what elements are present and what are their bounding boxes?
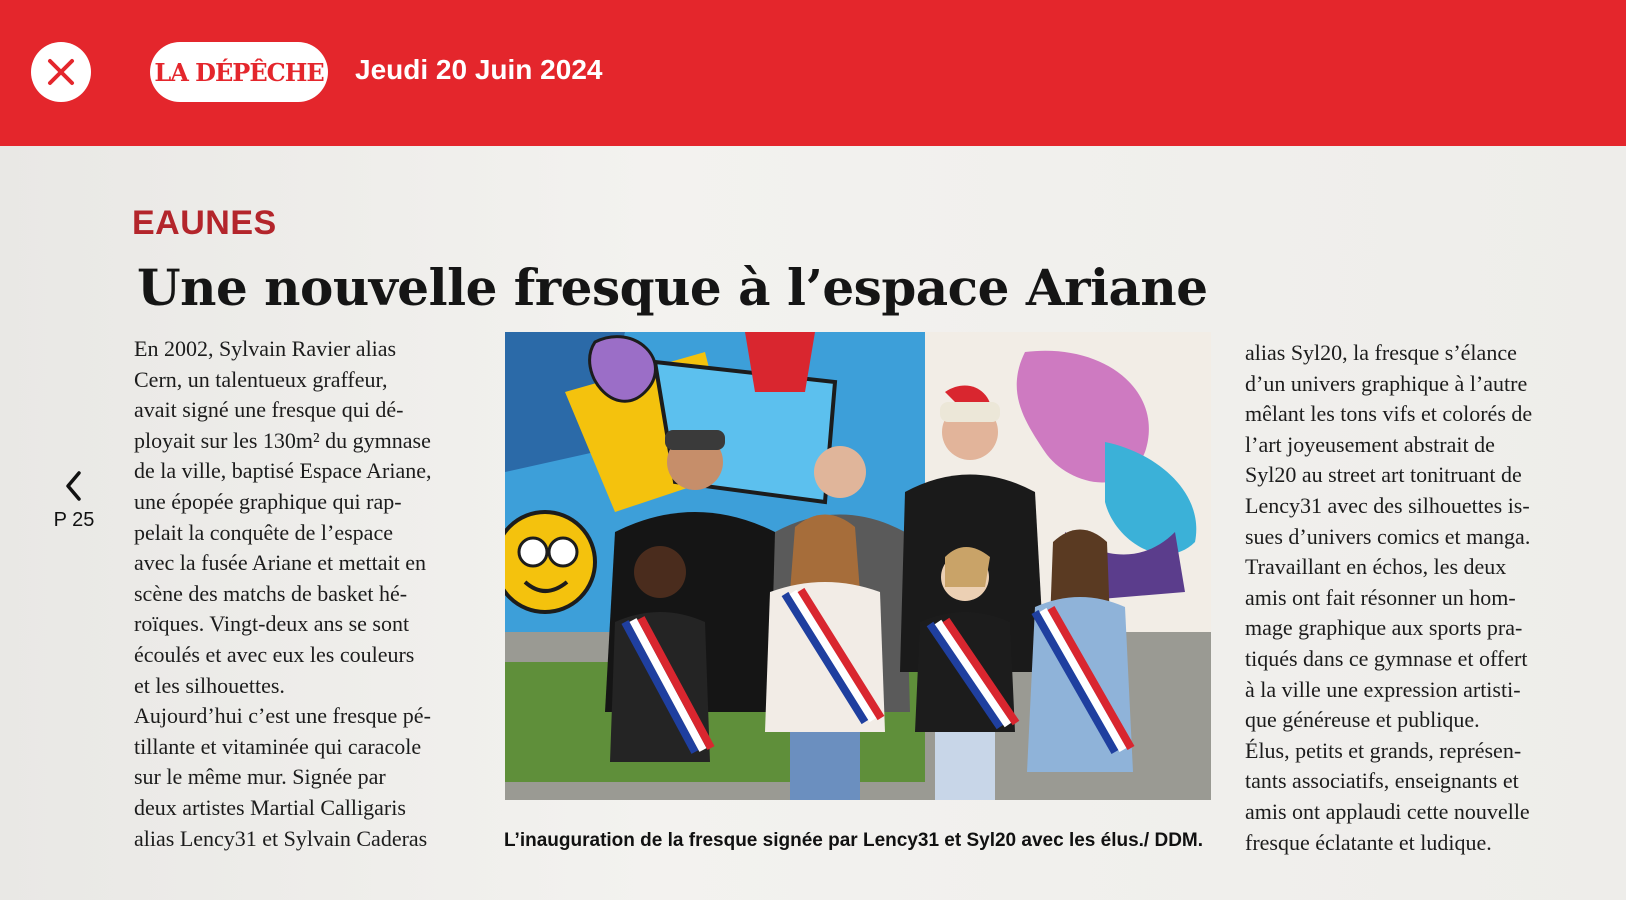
- text-line: d’un univers graphique à l’autre: [1245, 370, 1528, 396]
- text-line: une épopée graphique qui rap-: [134, 488, 402, 514]
- top-bar: [0, 0, 1626, 146]
- text-line: écoulés et avec eux les couleurs: [134, 641, 415, 667]
- text-line: sues d’univers comics et manga.: [1245, 523, 1531, 549]
- text-line: fresque éclatante et ludique.: [1245, 829, 1492, 855]
- text-line: deux artistes Martial Calligaris: [134, 794, 406, 820]
- text-line: à la ville une expression artisti-: [1245, 676, 1521, 702]
- text-line: et les silhouettes.: [134, 672, 285, 698]
- text-line: tiqués dans ce gymnase et offert: [1245, 645, 1528, 671]
- edition-date: Jeudi 20 Juin 2024: [355, 54, 603, 85]
- text-line: Lency31 avec des silhouettes is-: [1245, 492, 1530, 518]
- text-line: de la ville, baptisé Espace Ariane,: [134, 458, 432, 484]
- newspaper-logo: [150, 42, 328, 102]
- text-line: En 2002, Sylvain Ravier alias: [134, 336, 397, 361]
- text-line: roïques. Vingt-deux ans se sont: [134, 611, 410, 637]
- text-line: Élus, petits et grands, représen-: [1245, 737, 1522, 763]
- text-line: avec la fusée Ariane et mettait en: [134, 550, 426, 576]
- previous-page-button[interactable]: [44, 470, 104, 550]
- logo-text: LA DÉPÊCHE: [154, 57, 324, 87]
- text-line: tillante et vitaminée qui caracole: [134, 733, 422, 759]
- text-line: Aujourd’hui c’est une fresque pé-: [134, 703, 431, 729]
- article-photo: [505, 332, 1211, 800]
- article-column-left: [134, 334, 474, 854]
- inauguration-photo: [505, 332, 1211, 800]
- text-line: pelait la conquête de l’espace: [134, 519, 393, 545]
- text-line: amis ont applaudi cette nouvelle: [1245, 798, 1530, 824]
- text-line: alias Syl20, la fresque s’élance: [1245, 340, 1517, 365]
- chevron-left-icon: [62, 470, 86, 502]
- text-line: ployait sur les 130m² du gymnase: [134, 427, 431, 453]
- text-line: Travaillant en échos, les deux: [1245, 554, 1507, 580]
- text-line: Syl20 au street art tonitruant de: [1245, 462, 1522, 488]
- article-column-right: [1245, 338, 1580, 858]
- text-line: scène des matchs de basket hé-: [134, 580, 408, 606]
- page-number-label: P 25: [53, 509, 95, 531]
- close-button[interactable]: [31, 42, 91, 102]
- text-line: avait signé une fresque qui dé-: [134, 397, 404, 423]
- text-line: tants associatifs, enseignants et: [1245, 768, 1519, 794]
- section-label: EAUNES: [132, 204, 277, 242]
- text-line: mêlant les tons vifs et colorés de: [1245, 401, 1533, 427]
- text-line: alias Lency31 et Sylvain Caderas: [134, 825, 428, 851]
- text-line: que généreuse et publique.: [1245, 707, 1480, 733]
- close-icon: [46, 57, 76, 87]
- article-headline: Une nouvelle fresque à l’espace Ariane: [137, 258, 1208, 317]
- text-line: sur le même mur. Signée par: [134, 764, 386, 790]
- text-line: amis ont fait résonner un hom-: [1245, 584, 1516, 610]
- photo-caption: L’inauguration de la fresque signée par Lency31 et Syl20 avec les élus./ DDM.: [504, 830, 1204, 851]
- text-line: mage graphique aux sports pra-: [1245, 615, 1523, 641]
- text-line: l’art joyeusement abstrait de: [1245, 431, 1495, 457]
- text-line: Cern, un talentueux graffeur,: [134, 366, 388, 392]
